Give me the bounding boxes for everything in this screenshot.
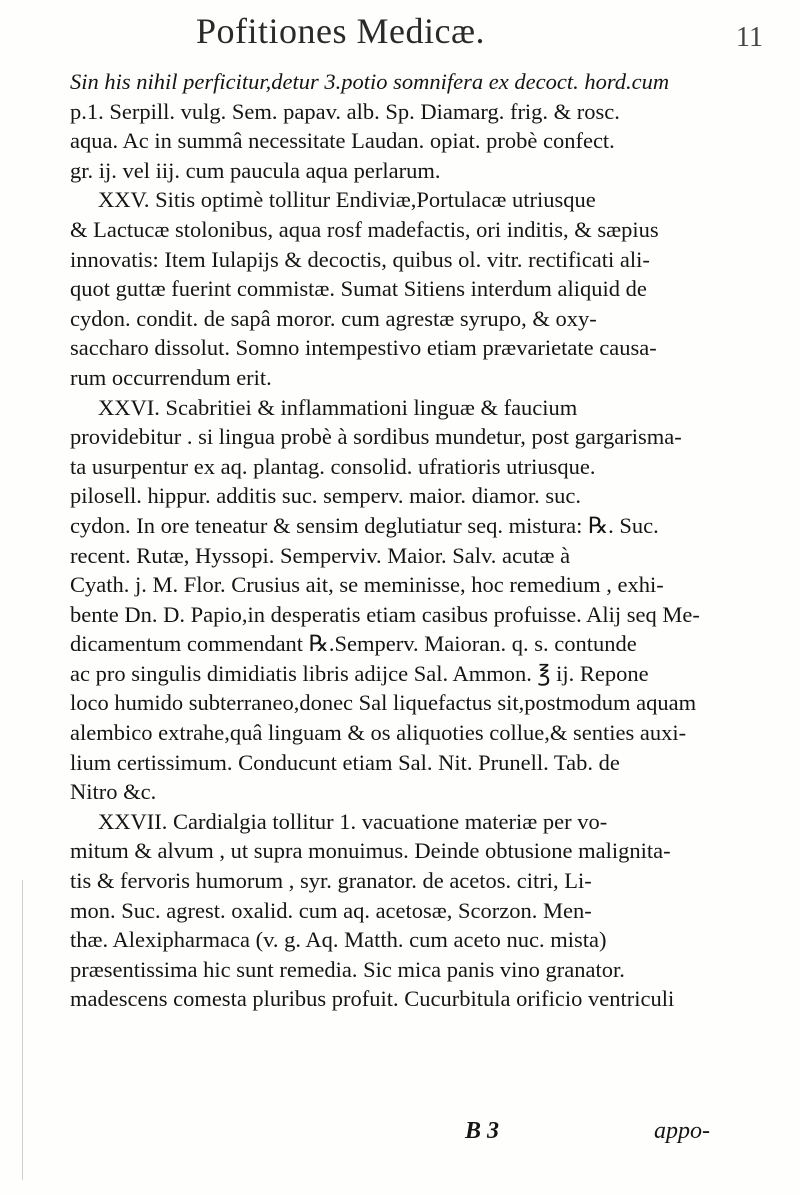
text-line: Nitro &c. bbox=[70, 779, 157, 805]
signature-mark: B 3 bbox=[465, 1118, 500, 1144]
text-line: gr. ij. vel iij. cum paucula aqua perlarum. bbox=[70, 157, 441, 183]
text-line: quot guttæ fuerint commistæ. Sumat Sitiens interdum aliquid de bbox=[70, 276, 647, 302]
running-title: Pofitiones Medicæ. bbox=[196, 11, 485, 51]
text-line: loco humido subterraneo,donec Sal liquefactus sit,postmodum aquam bbox=[70, 690, 697, 716]
text-line: providebitur . si lingua probè à sordibus mundetur, post gargarisma- bbox=[70, 424, 682, 450]
text-line: aqua. Ac in summâ necessitate Laudan. opiat. probè confect. bbox=[70, 128, 615, 154]
text-line: & Lactucæ stolonibus, aqua rosf madefactis, ori inditis, & sæpius bbox=[70, 216, 659, 242]
paragraph-start-xxvi: XXVI. Scabritiei & inflammationi linguæ & faucium bbox=[98, 394, 578, 420]
text-line: saccharo dissolut. Somno intempestivo etiam prævarietate causa- bbox=[70, 335, 657, 361]
text-line: mitum & alvum , ut supra monuimus. Deinde obtusione malignita- bbox=[70, 838, 671, 864]
text-line: innovatis: Item Iulapijs & decoctis, quibus ol. vitr. rectificati ali- bbox=[70, 246, 650, 272]
text-line: mon. Suc. agrest. oxalid. cum aq. acetosæ, Scorzon. Men- bbox=[70, 897, 592, 923]
body-text bbox=[70, 67, 785, 1014]
text-line: thæ. Alexipharmaca (v. g. Aq. Matth. cum aceto nuc. mista) bbox=[70, 927, 607, 953]
text-line: recent. Rutæ, Hyssopi. Semperviv. Maior. Salv. acutæ à bbox=[70, 542, 571, 568]
text-line: cydon. condit. de sapâ moror. cum agrestæ syrupo, & oxy- bbox=[70, 305, 597, 331]
text-line: Cyath. j. M. Flor. Crusius ait, se meminisse, hoc remedium , exhi- bbox=[70, 572, 664, 598]
text-line: Sin his nihil perficitur,detur 3.potio somnifera ex decoct. hord.cum bbox=[70, 69, 670, 94]
text-line: ta usurpentur ex aq. plantag. consolid. ufratioris utriusque. bbox=[70, 453, 596, 479]
text-line: rum occurrendum erit. bbox=[70, 364, 272, 390]
text-line: bente Dn. D. Papio,in desperatis etiam casibus profuisse. Alij seq Me- bbox=[70, 601, 700, 627]
text-line: ac pro singulis dimidiatis libris adijce Sal. Ammon. ℥ ij. Repone bbox=[70, 660, 649, 686]
paragraph-start-xxv: XXV. Sitis optimè tollitur Endiviæ,Portulacæ utriusque bbox=[98, 187, 596, 213]
page-header bbox=[0, 10, 800, 60]
text-line: p.1. Serpill. vulg. Sem. papav. alb. Sp. Diamarg. frig. & rosc. bbox=[70, 98, 620, 124]
text-line: pilosell. hippur. additis suc. semperv. maior. diamor. suc. bbox=[70, 483, 581, 509]
page-number: 11 bbox=[736, 22, 763, 53]
text-line: madescens comesta pluribus profuit. Cucurbitula orificio ventriculi bbox=[70, 986, 675, 1012]
text-line: cydon. In ore teneatur & sensim deglutiatur seq. mistura: ℞. Suc. bbox=[70, 512, 659, 538]
text-line: dicamentum commendant ℞.Semperv. Maioran. q. s. contunde bbox=[70, 631, 637, 657]
text-line: alembico extrahe,quâ linguam & os aliquoties collue,& senties auxi- bbox=[70, 720, 687, 746]
text-line: lium certissimum. Conducunt etiam Sal. Nit. Prunell. Tab. de bbox=[70, 749, 620, 775]
text-line: præsentissima hic sunt remedia. Sic mica panis vino granator. bbox=[70, 956, 625, 982]
page-footer bbox=[0, 1118, 800, 1158]
catchword: appo- bbox=[654, 1118, 710, 1144]
text-line: tis & fervoris humorum , syr. granator. de acetos. citri, Li- bbox=[70, 868, 592, 894]
paragraph-start-xxvii: XXVII. Cardialgia tollitur 1. vacuatione materiæ per vo- bbox=[98, 808, 608, 834]
